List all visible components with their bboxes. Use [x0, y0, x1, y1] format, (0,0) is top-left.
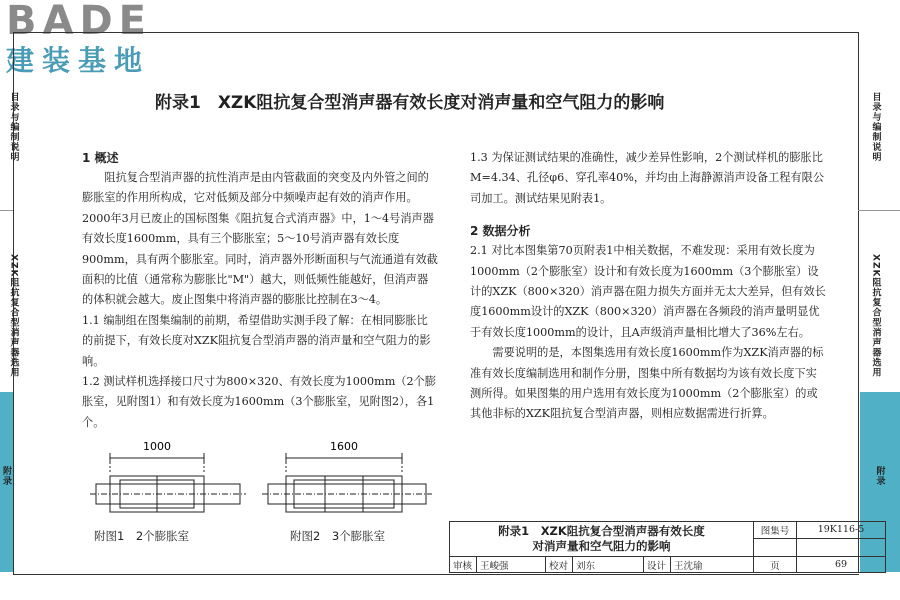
page-title: 附录1 XZK阻抗复合型消声器有效长度对消声量和空气阻力的影响 [155, 93, 665, 113]
design-name: 王沈瑜 [671, 557, 754, 573]
check-name: 刘东 [573, 557, 644, 573]
logo-brand: BADE [6, 0, 152, 44]
section-heading-analysis: 2 数据分析 [470, 224, 531, 239]
paragraph-1-3: 1.3 为保证测试结果的准确性，减少差异性影响，2个测试样机的膨胀比M=4.34、孔径φ6、穿孔率40%，并均由上海静源消声设备工程有限公司加工。测试结果见附表1。 [470, 151, 825, 205]
page-label: 页 [754, 557, 797, 573]
right-tab-toc: 目录与编制说明 [870, 92, 881, 162]
atlas-label: 图集号 [754, 522, 797, 539]
left-tab-divider [0, 210, 13, 211]
page-frame-right [858, 32, 859, 573]
left-tab-toc: 目录与编制说明 [8, 92, 19, 162]
paragraph-1-1: 1.1 编制组在图集编制的前期，希望借助实测手段了解：在相同膨胀比的前提下，有效长度对XZK阻抗复合型消声器的消声量和空气阻力的影响。 [82, 313, 431, 368]
review-name: 王峻强 [477, 557, 546, 573]
figure-2-caption: 附图2 3个膨胀室 [290, 529, 386, 543]
section-heading-overview: 1 概述 [82, 151, 119, 165]
atlas-number: 19K116-5 [797, 522, 886, 539]
figure-2-dimension: 1600 [330, 440, 358, 453]
left-column [82, 148, 438, 433]
title-block-title: 附录1 XZK阻抗复合型消声器有效长度 对消声量和空气阻力的影响 [450, 522, 754, 557]
right-tab-selection: XZK阻抗复合型消声器选用 [870, 254, 881, 378]
left-tab-selection: XZK阻抗复合型消声器选用 [8, 254, 19, 378]
right-column [470, 148, 826, 425]
page-number: 69 [797, 557, 886, 573]
review-label: 审核 [450, 557, 477, 573]
right-tab-appendix: 附录 [860, 392, 900, 572]
right-tab-divider [858, 210, 900, 211]
paragraph-overview: 阻抗复合型消声器的抗性消声是由内管截面的突变及内外管之间的膨胀室的作用所构成，它对低频及部分中频噪声起有效的消声作用。2000年3月已废止的国标图集《阻抗复合式消声器》中，1～4号消声器有效长度1600mm，具有三个膨胀室；5～10号消声器有效长度900mm，具有两个膨胀室。同时，消声器外形断面积与气流通道有效截面积的比值（通常称为膨胀比"M"）越大，则低频性能越好，但消声器的体积就会越大。废止图集中将消声器的膨胀比控制在3～4。 [82, 171, 438, 307]
figure-1-caption: 附图1 2个膨胀室 [94, 529, 190, 543]
title-block [449, 521, 886, 573]
paragraph-2-1: 2.1 对比本图集第70页附表1中相关数据，不难发现：采用有效长度为1000mm（2个膨胀室）设计和有效长度为1600mm（3个膨胀室）设计的XZK（800×320）消声器在阻力损失方面并无太大差异，但有效长度1600mm设计的XZK（800×320）消声器在各频段的消声量明显优于有效长度1000mm的设计，且A声级消声量相比增大了36%左右。 [470, 244, 826, 339]
figure-2-drawing [262, 436, 432, 522]
figure-2 [262, 436, 432, 548]
logo-name: 建装基地 [6, 44, 151, 77]
check-label: 校对 [546, 557, 573, 573]
figure-1-dimension: 1000 [143, 440, 171, 453]
figure-1 [88, 436, 248, 548]
paragraph-2-note: 需要说明的是，本图集选用有效长度1600mm作为XZK消声器的标准有效长度编制选用和制作分册，图集中所有数据均为该有效长度下实测所得。如果图集的用户选用有效长度为1000mm（2个膨胀室）的或其他非标的XZK阻抗复合型消声器，则相应数据需进行折算。 [470, 346, 824, 421]
paragraph-1-2: 1.2 测试样机选择接口尺寸为800×320、有效长度为1000mm（2个膨胀室，见附图1）和有效长度为1600mm（3个膨胀室，见附图2），各1个。 [82, 375, 436, 429]
figure-1-drawing [88, 436, 248, 522]
left-tab-appendix: 附录 [0, 392, 13, 572]
design-label: 设计 [644, 557, 671, 573]
